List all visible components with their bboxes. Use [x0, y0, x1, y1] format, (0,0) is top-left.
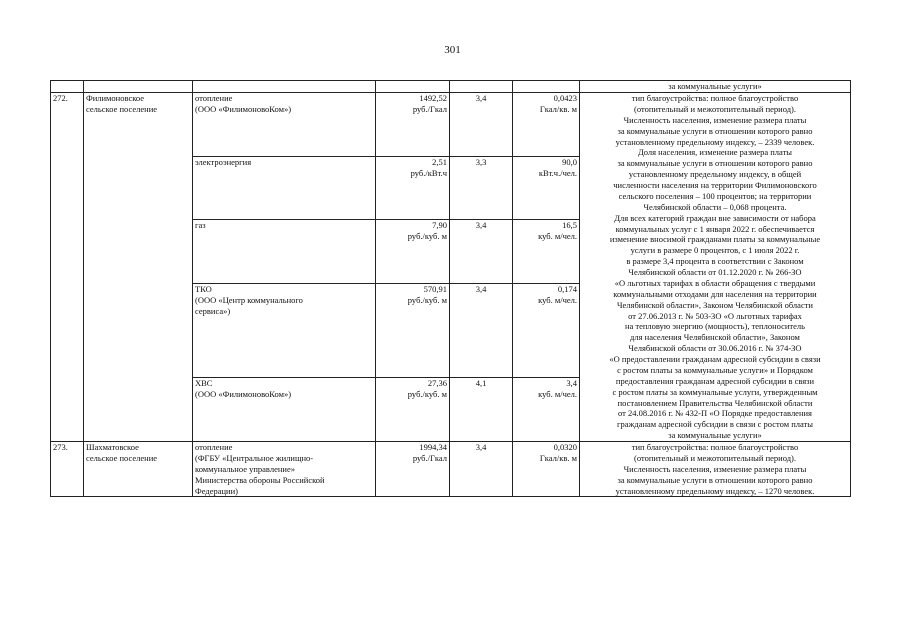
note-line: «О льготных тарифах в области обращения с твердыми	[614, 277, 816, 288]
note-line: за коммунальные услуги»	[668, 430, 762, 441]
municipality-name-text: Филимоновское сельское поселение	[86, 93, 158, 114]
index-value	[450, 156, 513, 220]
norm-value	[513, 220, 580, 284]
norm-value-text: 0,0423 Гкал/кв. м	[539, 93, 577, 114]
index-value	[450, 284, 513, 378]
tariff-value-text: 1492,52 руб./Гкал	[412, 93, 447, 114]
note-line: от 24.08.2016 г. № 432-П «О Порядке предоставления	[618, 408, 812, 419]
index-value-text: 3,4	[475, 220, 487, 231]
norm-value-text: 3,4 куб. м/чел.	[538, 378, 577, 400]
index-value	[450, 93, 513, 157]
service-name-text: ХВС (ООО «ФилимоновоКом»)	[195, 378, 292, 400]
service-name	[193, 284, 376, 378]
note-line: установленному предельному индексу, – 1270 человек.	[615, 485, 815, 496]
note-line: за коммунальные услуги»	[668, 81, 762, 91]
note-line: тип благоустройства: полное благоустройство	[631, 442, 799, 452]
note-line: коммунальных услуг с 1 января 2022 г. обеспечивается	[615, 223, 815, 234]
note-line: Численность населения, изменение размера платы	[623, 463, 807, 474]
note-line: Челябинской области», Законом Челябинской области	[617, 299, 813, 310]
empty-cell	[513, 81, 580, 93]
tariff-value	[376, 378, 450, 442]
tariff-value	[376, 284, 450, 378]
note-line: постановлением Правительства Челябинской области	[617, 397, 813, 408]
note-line: от 27.06.2013 г. № 503-ЗО «О льготных тарифах	[628, 310, 802, 321]
note-line: «О предоставлении гражданам адресной субсидии в связи	[609, 354, 821, 364]
note-line: численности населения на территории Филимоновского	[613, 180, 817, 190]
note-cell	[580, 442, 851, 497]
note-line: Численность населения, изменение размера платы	[623, 114, 807, 125]
note-line: Челябинской области – 0,068 процента.	[643, 201, 787, 212]
note-line: Для всех категорий граждан вне зависимости от набора	[614, 212, 816, 223]
service-name-text: отопление (ФГБУ «Центральное жилищно- коммунальное управление» Министерства обороны Российской Федерации)	[195, 442, 325, 496]
tariff-table-body	[51, 81, 851, 497]
note-line: установленному предельному индексу, – 2339 человек.	[615, 136, 815, 147]
note-line: Доля населения, изменение размера платы	[637, 147, 793, 158]
note-line: (отопительный и межотопительный период).	[634, 103, 796, 114]
row-number-text: 272.	[53, 93, 68, 103]
note-line: для населения Челябинской области», Законом	[630, 332, 800, 343]
index-value	[450, 378, 513, 442]
tariff-value-text: 7,90 руб./куб. м	[407, 220, 447, 242]
table-row	[51, 93, 851, 157]
note-line: коммунальными отходами для населения на территории	[613, 288, 817, 299]
continuation-row	[51, 81, 851, 93]
index-value-text: 3,4	[475, 284, 487, 295]
row-number	[51, 442, 84, 497]
service-name	[193, 378, 376, 442]
tariff-value	[376, 220, 450, 284]
service-name-text: отопление (ООО «ФилимоновоКом»)	[195, 93, 292, 114]
service-name	[193, 220, 376, 284]
note-line: предоставления гражданам адресной субсидии в связи	[615, 375, 815, 386]
row-number-text: 273.	[53, 442, 68, 452]
service-name	[193, 442, 376, 497]
norm-value	[513, 93, 580, 157]
index-value-text: 3,3	[475, 156, 487, 167]
service-name-text: ТКО (ООО «Центр коммунального сервиса»)	[195, 284, 303, 316]
note-line: с ростом платы за коммунальные услуги, утвержденным	[612, 386, 818, 397]
row-number	[51, 93, 84, 442]
index-value	[450, 442, 513, 497]
tariff-value	[376, 442, 450, 497]
index-value-text: 4,1	[475, 378, 487, 389]
note-line: на тепловую энергию (мощность), теплоноситель	[624, 321, 806, 332]
index-value	[450, 220, 513, 284]
empty-cell	[376, 81, 450, 93]
note-cell	[580, 93, 851, 442]
municipality-name-text: Шахматовское сельское поселение	[86, 442, 158, 463]
service-name	[193, 93, 376, 157]
norm-value-text: 90,0 кВт.ч./чел.	[538, 156, 577, 178]
note-line: тип благоустройства: полное благоустройство	[631, 93, 799, 103]
norm-value-text: 0,0320 Гкал/кв. м	[539, 442, 577, 463]
note-line: в размере 3,4 процента в соответствии с Законом	[626, 256, 804, 267]
municipality-name	[84, 93, 193, 442]
municipality-name	[84, 442, 193, 497]
norm-value-text: 0,174 куб. м/чел.	[538, 284, 577, 305]
table-row	[51, 442, 851, 497]
note-line: за коммунальные услуги в отношении которого равно	[617, 158, 813, 169]
norm-value	[513, 378, 580, 442]
tariff-table	[50, 80, 851, 497]
note-line: изменение вносимой гражданами платы за коммунальные	[609, 234, 821, 245]
note-line: гражданам адресной субсидии в связи с ростом платы	[617, 419, 813, 430]
tariff-value-text: 27,36 руб./куб. м	[407, 378, 447, 400]
empty-cell	[51, 81, 84, 93]
note-line: за коммунальные услуги в отношении которого равно	[617, 125, 813, 136]
note-line: с ростом платы за коммунальные услуги» и Порядком	[617, 364, 813, 375]
service-name-text: электроэнергия	[195, 156, 252, 167]
index-value-text: 3,4	[475, 442, 487, 452]
empty-cell	[84, 81, 193, 93]
note-line: за коммунальные услуги в отношении которого равно	[617, 474, 813, 485]
note-line: установленному предельному индексу, в общей	[628, 169, 802, 180]
tariff-value	[376, 93, 450, 157]
note-line: Челябинской области от 01.12.2020 г. № 266-ЗО	[628, 267, 802, 277]
tariff-value	[376, 156, 450, 220]
tariff-value-text: 1994,34 руб./Гкал	[412, 442, 447, 463]
empty-cell	[450, 81, 513, 93]
norm-value-text: 16,5 куб. м/чел.	[538, 220, 577, 242]
note-line: сельского поселения – 100 процентов; на территории	[618, 190, 812, 201]
service-name	[193, 156, 376, 220]
tariff-value-text: 570,91 руб./куб. м	[407, 284, 447, 305]
norm-value	[513, 284, 580, 378]
note-cell	[580, 81, 851, 93]
norm-value	[513, 442, 580, 497]
service-name-text: газ	[195, 220, 206, 231]
tariff-value-text: 2,51 руб./кВт.ч	[410, 156, 447, 178]
note-line: (отопительный и межотопительный период).	[634, 452, 796, 463]
empty-cell	[193, 81, 376, 93]
note-line: услуги в размере 0 процентов, с 1 июля 2022 г.	[630, 245, 800, 256]
page-number: 301	[444, 44, 461, 56]
norm-value	[513, 156, 580, 220]
index-value-text: 3,4	[475, 93, 487, 103]
note-line: Челябинской области от 30.06.2016 г. № 374-ЗО	[628, 343, 802, 354]
